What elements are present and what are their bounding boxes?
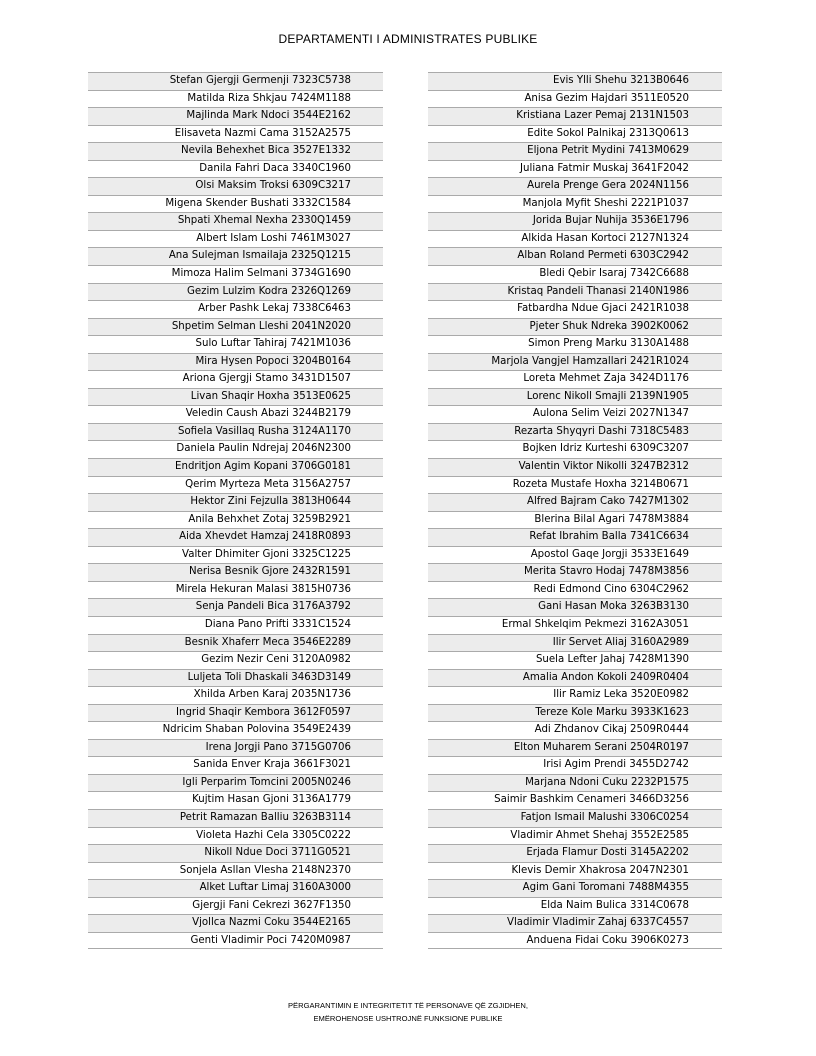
- list-item: Mirela Hekuran Malasi 3815H0736: [88, 581, 383, 599]
- list-item: Ermal Shkelqim Pekmezi 3162A3051: [428, 616, 722, 634]
- list-item: Migena Skender Bushati 3332C1584: [88, 195, 383, 213]
- list-item: Bojken Idriz Kurteshi 6309C3207: [428, 440, 722, 458]
- list-item: Vladimir Ahmet Shehaj 3552E2585: [428, 827, 722, 845]
- list-item: Majlinda Mark Ndoci 3544E2162: [88, 107, 383, 125]
- list-item: Merita Stavro Hodaj 7478M3856: [428, 563, 722, 581]
- list-item: Petrit Ramazan Balliu 3263B3114: [88, 809, 383, 827]
- footer: [0, 999, 816, 1025]
- list-item: Alfred Bajram Cako 7427M1302: [428, 493, 722, 511]
- list-item: Genti Vladimir Poci 7420M0987: [88, 932, 383, 950]
- list-item: Rezarta Shyqyri Dashi 7318C5483: [428, 423, 722, 441]
- list-item: Aida Xhevdet Hamzaj 2418R0893: [88, 528, 383, 546]
- list-item: Nikoll Ndue Doci 3711G0521: [88, 844, 383, 862]
- list-item: Ilir Servet Aliaj 3160A2989: [428, 634, 722, 652]
- list-item: Livan Shaqir Hoxha 3513E0625: [88, 388, 383, 406]
- list-item: Tereze Kole Marku 3933K1623: [428, 704, 722, 722]
- right-name-list: [428, 72, 722, 949]
- list-item: Anila Behxhet Zotaj 3259B2921: [88, 511, 383, 529]
- list-item: Olsi Maksim Troksi 6309C3217: [88, 177, 383, 195]
- list-item: Qerim Myrteza Meta 3156A2757: [88, 476, 383, 494]
- list-item: Eljona Petrit Mydini 7413M0629: [428, 142, 722, 160]
- list-item: Matilda Riza Shkjau 7424M1188: [88, 90, 383, 108]
- list-item: Alket Luftar Limaj 3160A3000: [88, 879, 383, 897]
- footer-line-2: EMËROHENOSE USHTROJNË FUNKSIONE PUBLIKE: [313, 1014, 503, 1023]
- list-item: Amalia Andon Kokoli 2409R0404: [428, 669, 722, 687]
- list-item: Nerisa Besnik Gjore 2432R1591: [88, 563, 383, 581]
- list-item: Marjola Vangjel Hamzallari 2421R1024: [428, 353, 722, 371]
- list-item: Ariona Gjergji Stamo 3431D1507: [88, 370, 383, 388]
- list-item: Arber Pashk Lekaj 7338C6463: [88, 300, 383, 318]
- list-item: Marjana Ndoni Cuku 2232P1575: [428, 774, 722, 792]
- list-item: Mira Hysen Popoci 3204B0164: [88, 353, 383, 371]
- list-item: Kujtim Hasan Gjoni 3136A1779: [88, 791, 383, 809]
- page-title: DEPARTAMENTI I ADMINISTRATES PUBLIKE: [278, 32, 538, 46]
- left-name-list: [88, 72, 383, 949]
- list-item: Vjollca Nazmi Coku 3544E2165: [88, 914, 383, 932]
- list-item: Alban Roland Permeti 6303C2942: [428, 247, 722, 265]
- list-item: Senja Pandeli Bica 3176A3792: [88, 598, 383, 616]
- list-item: Agim Gani Toromani 7488M4355: [428, 879, 722, 897]
- list-item: Veledin Caush Abazi 3244B2179: [88, 405, 383, 423]
- list-item: Anisa Gezim Hajdari 3511E0520: [428, 90, 722, 108]
- list-item: Adi Zhdanov Cikaj 2509R0444: [428, 721, 722, 739]
- list-item: Besnik Xhaferr Meca 3546E2289: [88, 634, 383, 652]
- list-item: Xhilda Arben Karaj 2035N1736: [88, 686, 383, 704]
- list-item: Sanida Enver Kraja 3661F3021: [88, 756, 383, 774]
- list-item: Suela Lefter Jahaj 7428M1390: [428, 651, 722, 669]
- list-item: Kristiana Lazer Pemaj 2131N1503: [428, 107, 722, 125]
- list-item: Mimoza Halim Selmani 3734G1690: [88, 265, 383, 283]
- list-item: Gani Hasan Moka 3263B3130: [428, 598, 722, 616]
- list-item: Daniela Paulin Ndrejaj 2046N2300: [88, 440, 383, 458]
- list-item: Irisi Agim Prendi 3455D2742: [428, 756, 722, 774]
- list-item: Gjergji Fani Cekrezi 3627F1350: [88, 897, 383, 915]
- list-item: Jorida Bujar Nuhija 3536E1796: [428, 212, 722, 230]
- list-item: Blerina Bilal Agari 7478M3884: [428, 511, 722, 529]
- list-item: Manjola Myfit Sheshi 2221P1037: [428, 195, 722, 213]
- list-item: Ingrid Shaqir Kembora 3612F0597: [88, 704, 383, 722]
- list-item: Sonjela Asllan Vlesha 2148N2370: [88, 862, 383, 880]
- list-item: Fatjon Ismail Malushi 3306C0254: [428, 809, 722, 827]
- list-item: Vladimir Vladimir Zahaj 6337C4557: [428, 914, 722, 932]
- list-item: Gezim Nezir Ceni 3120A0982: [88, 651, 383, 669]
- list-item: Endritjon Agim Kopani 3706G0181: [88, 458, 383, 476]
- list-item: Edite Sokol Palnikaj 2313Q0613: [428, 125, 722, 143]
- list-item: Aurela Prenge Gera 2024N1156: [428, 177, 722, 195]
- list-item: Valentin Viktor Nikolli 3247B2312: [428, 458, 722, 476]
- list-item: Rozeta Mustafe Hoxha 3214B0671: [428, 476, 722, 494]
- list-item: Redi Edmond Cino 6304C2962: [428, 581, 722, 599]
- list-item: Saimir Bashkim Cenameri 3466D3256: [428, 791, 722, 809]
- list-item: Juliana Fatmir Muskaj 3641F2042: [428, 160, 722, 178]
- footer-line-1: PËRGARANTIMIN E INTEGRITETIT TË PERSONAVE QË ZGJIDHEN,: [287, 1001, 529, 1010]
- list-item: Pjeter Shuk Ndreka 3902K0062: [428, 318, 722, 336]
- list-item: Violeta Hazhi Cela 3305C0222: [88, 827, 383, 845]
- list-item: Aulona Selim Veizi 2027N1347: [428, 405, 722, 423]
- list-item: Hektor Zini Fejzulla 3813H0644: [88, 493, 383, 511]
- list-item: Refat Ibrahim Balla 7341C6634: [428, 528, 722, 546]
- list-item: Apostol Gaqe Jorgji 3533E1649: [428, 546, 722, 564]
- list-item: Fatbardha Ndue Gjaci 2421R1038: [428, 300, 722, 318]
- list-item: Shpati Xhemal Nexha 2330Q1459: [88, 212, 383, 230]
- list-item: Igli Perparim Tomcini 2005N0246: [88, 774, 383, 792]
- list-item: Gezim Lulzim Kodra 2326Q1269: [88, 283, 383, 301]
- list-item: Sofiela Vasillaq Rusha 3124A1170: [88, 423, 383, 441]
- list-item: Lorenc Nikoll Smajli 2139N1905: [428, 388, 722, 406]
- list-item: Kristaq Pandeli Thanasi 2140N1986: [428, 283, 722, 301]
- list-item: Erjada Flamur Dosti 3145A2202: [428, 844, 722, 862]
- list-item: Albert Islam Loshi 7461M3027: [88, 230, 383, 248]
- list-item: Nevila Behexhet Bica 3527E1332: [88, 142, 383, 160]
- list-item: Stefan Gjergji Germenji 7323C5738: [88, 72, 383, 90]
- list-item: Klevis Demir Xhakrosa 2047N2301: [428, 862, 722, 880]
- list-item: Bledi Qebir Isaraj 7342C6688: [428, 265, 722, 283]
- list-item: Ilir Ramiz Leka 3520E0982: [428, 686, 722, 704]
- list-item: Ana Sulejman Ismailaja 2325Q1215: [88, 247, 383, 265]
- list-item: Elisaveta Nazmi Cama 3152A2575: [88, 125, 383, 143]
- list-item: Diana Pano Prifti 3331C1524: [88, 616, 383, 634]
- list-item: Elda Naim Bulica 3314C0678: [428, 897, 722, 915]
- list-item: Simon Preng Marku 3130A1488: [428, 335, 722, 353]
- list-item: Loreta Mehmet Zaja 3424D1176: [428, 370, 722, 388]
- list-item: Danila Fahri Daca 3340C1960: [88, 160, 383, 178]
- list-item: Evis Ylli Shehu 3213B0646: [428, 72, 722, 90]
- list-item: Anduena Fidai Coku 3906K0273: [428, 932, 722, 950]
- list-item: Ndricim Shaban Polovina 3549E2439: [88, 721, 383, 739]
- list-item: Irena Jorgji Pano 3715G0706: [88, 739, 383, 757]
- list-item: Valter Dhimiter Gjoni 3325C1225: [88, 546, 383, 564]
- list-item: Luljeta Toli Dhaskali 3463D3149: [88, 669, 383, 687]
- list-item: Sulo Luftar Tahiraj 7421M1036: [88, 335, 383, 353]
- list-item: Alkida Hasan Kortoci 2127N1324: [428, 230, 722, 248]
- list-item: Elton Muharem Serani 2504R0197: [428, 739, 722, 757]
- list-item: Shpetim Selman Lleshi 2041N2020: [88, 318, 383, 336]
